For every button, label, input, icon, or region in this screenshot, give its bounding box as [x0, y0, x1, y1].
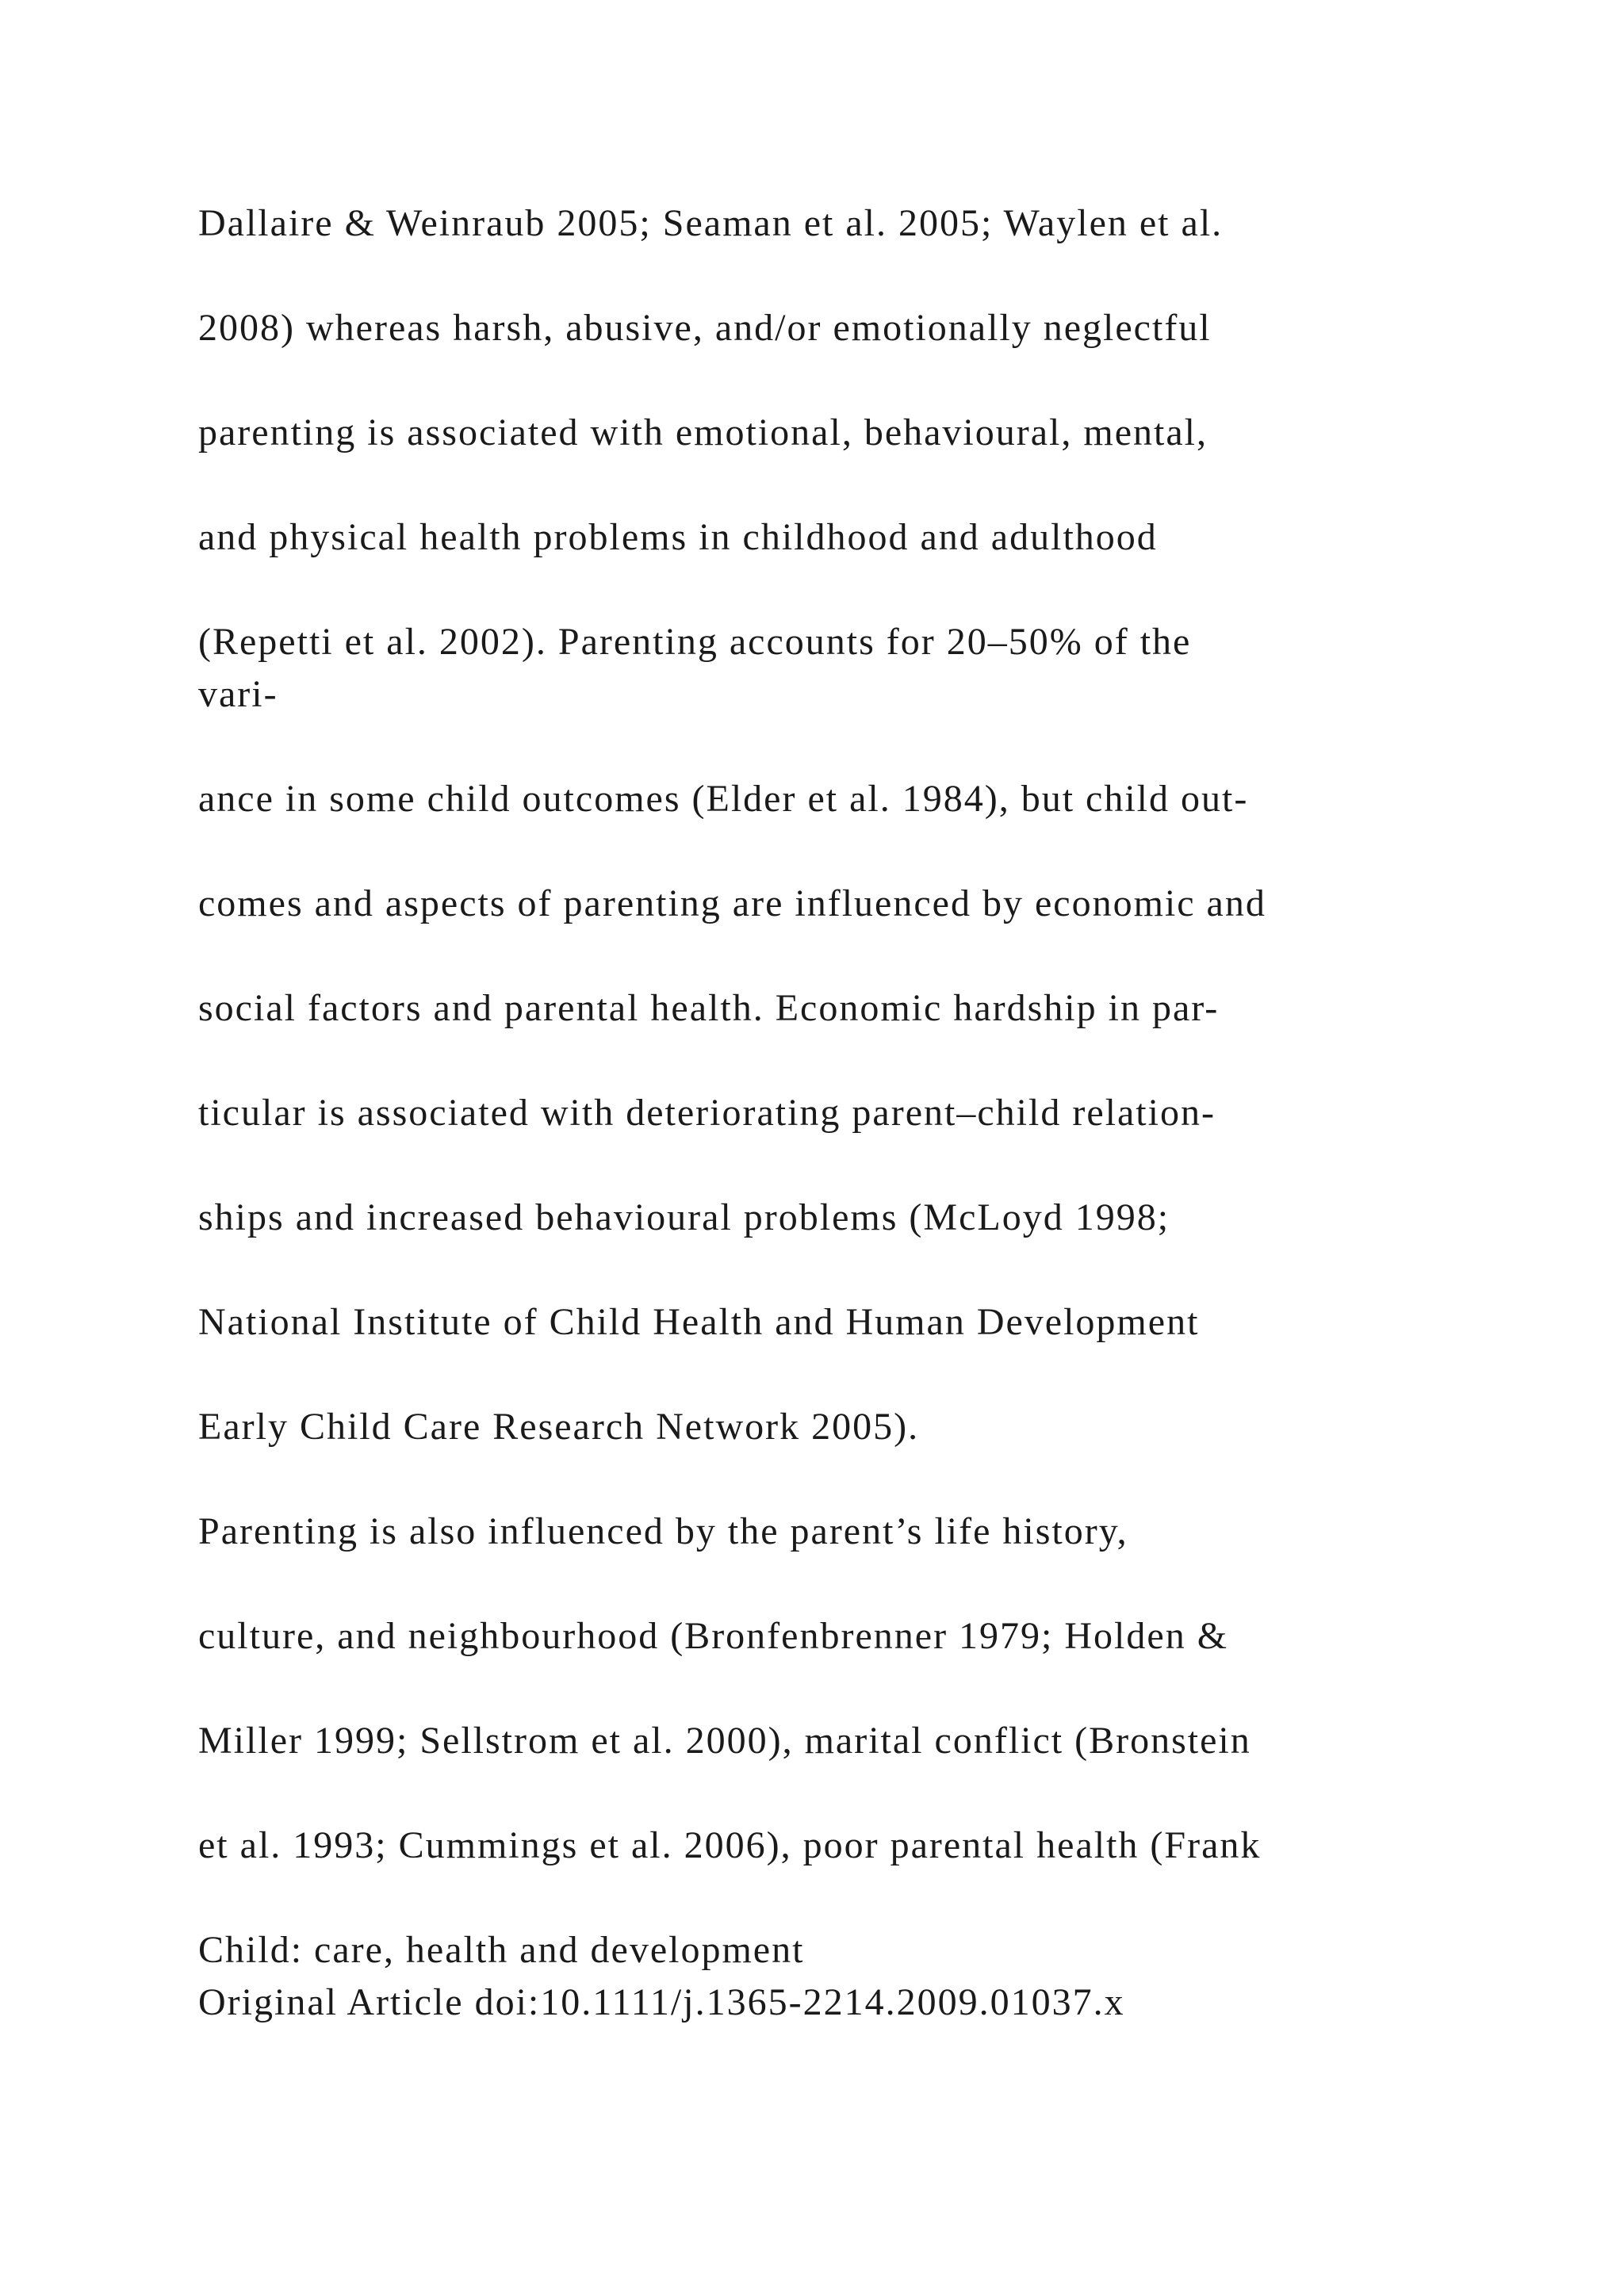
body-text-line: parenting is associated with emotional, behavioural, mental, — [198, 411, 1208, 453]
body-text-line: culture, and neighbourhood (Bronfenbrenner 1979; Holden & — [198, 1615, 1229, 1657]
body-text-line: Early Child Care Research Network 2005). — [198, 1406, 920, 1448]
body-text-line: Miller 1999; Sellstrom et al. 2000), marital conflict (Bronstein — [198, 1720, 1251, 1762]
body-text-line: Dallaire & Weinraub 2005; Seaman et al. 2005; Waylen et al. — [198, 202, 1224, 244]
body-text-line: (Repetti et al. 2002). Parenting accounts for 20–50% of the — [198, 621, 1192, 663]
journal-name: Child: care, health and development — [198, 1929, 805, 1971]
body-text-line: comes and aspects of parenting are influenced by economic and — [198, 882, 1266, 924]
body-text-line: vari- — [198, 673, 278, 715]
body-text-line: 2008) whereas harsh, abusive, and/or emotionally neglectful — [198, 307, 1212, 349]
body-text-line: and physical health problems in childhood and adulthood — [198, 516, 1158, 558]
body-text-line: social factors and parental health. Economic hardship in par- — [198, 987, 1220, 1029]
body-text-line: National Institute of Child Health and Human Development — [198, 1301, 1200, 1343]
body-text-line: ticular is associated with deteriorating parent–child relation- — [198, 1092, 1216, 1134]
article-doi: Original Article doi:10.1111/j.1365-2214.2009.01037.x — [198, 1981, 1125, 2023]
body-text-line: ance in some child outcomes (Elder et al. 1984), but child out- — [198, 778, 1249, 820]
body-text-line: et al. 1993; Cummings et al. 2006), poor parental health (Frank — [198, 1824, 1262, 1866]
body-text-line: ships and increased behavioural problems (McLoyd 1998; — [198, 1196, 1170, 1238]
body-text-line: Parenting is also influenced by the parent’s life history, — [198, 1510, 1128, 1552]
